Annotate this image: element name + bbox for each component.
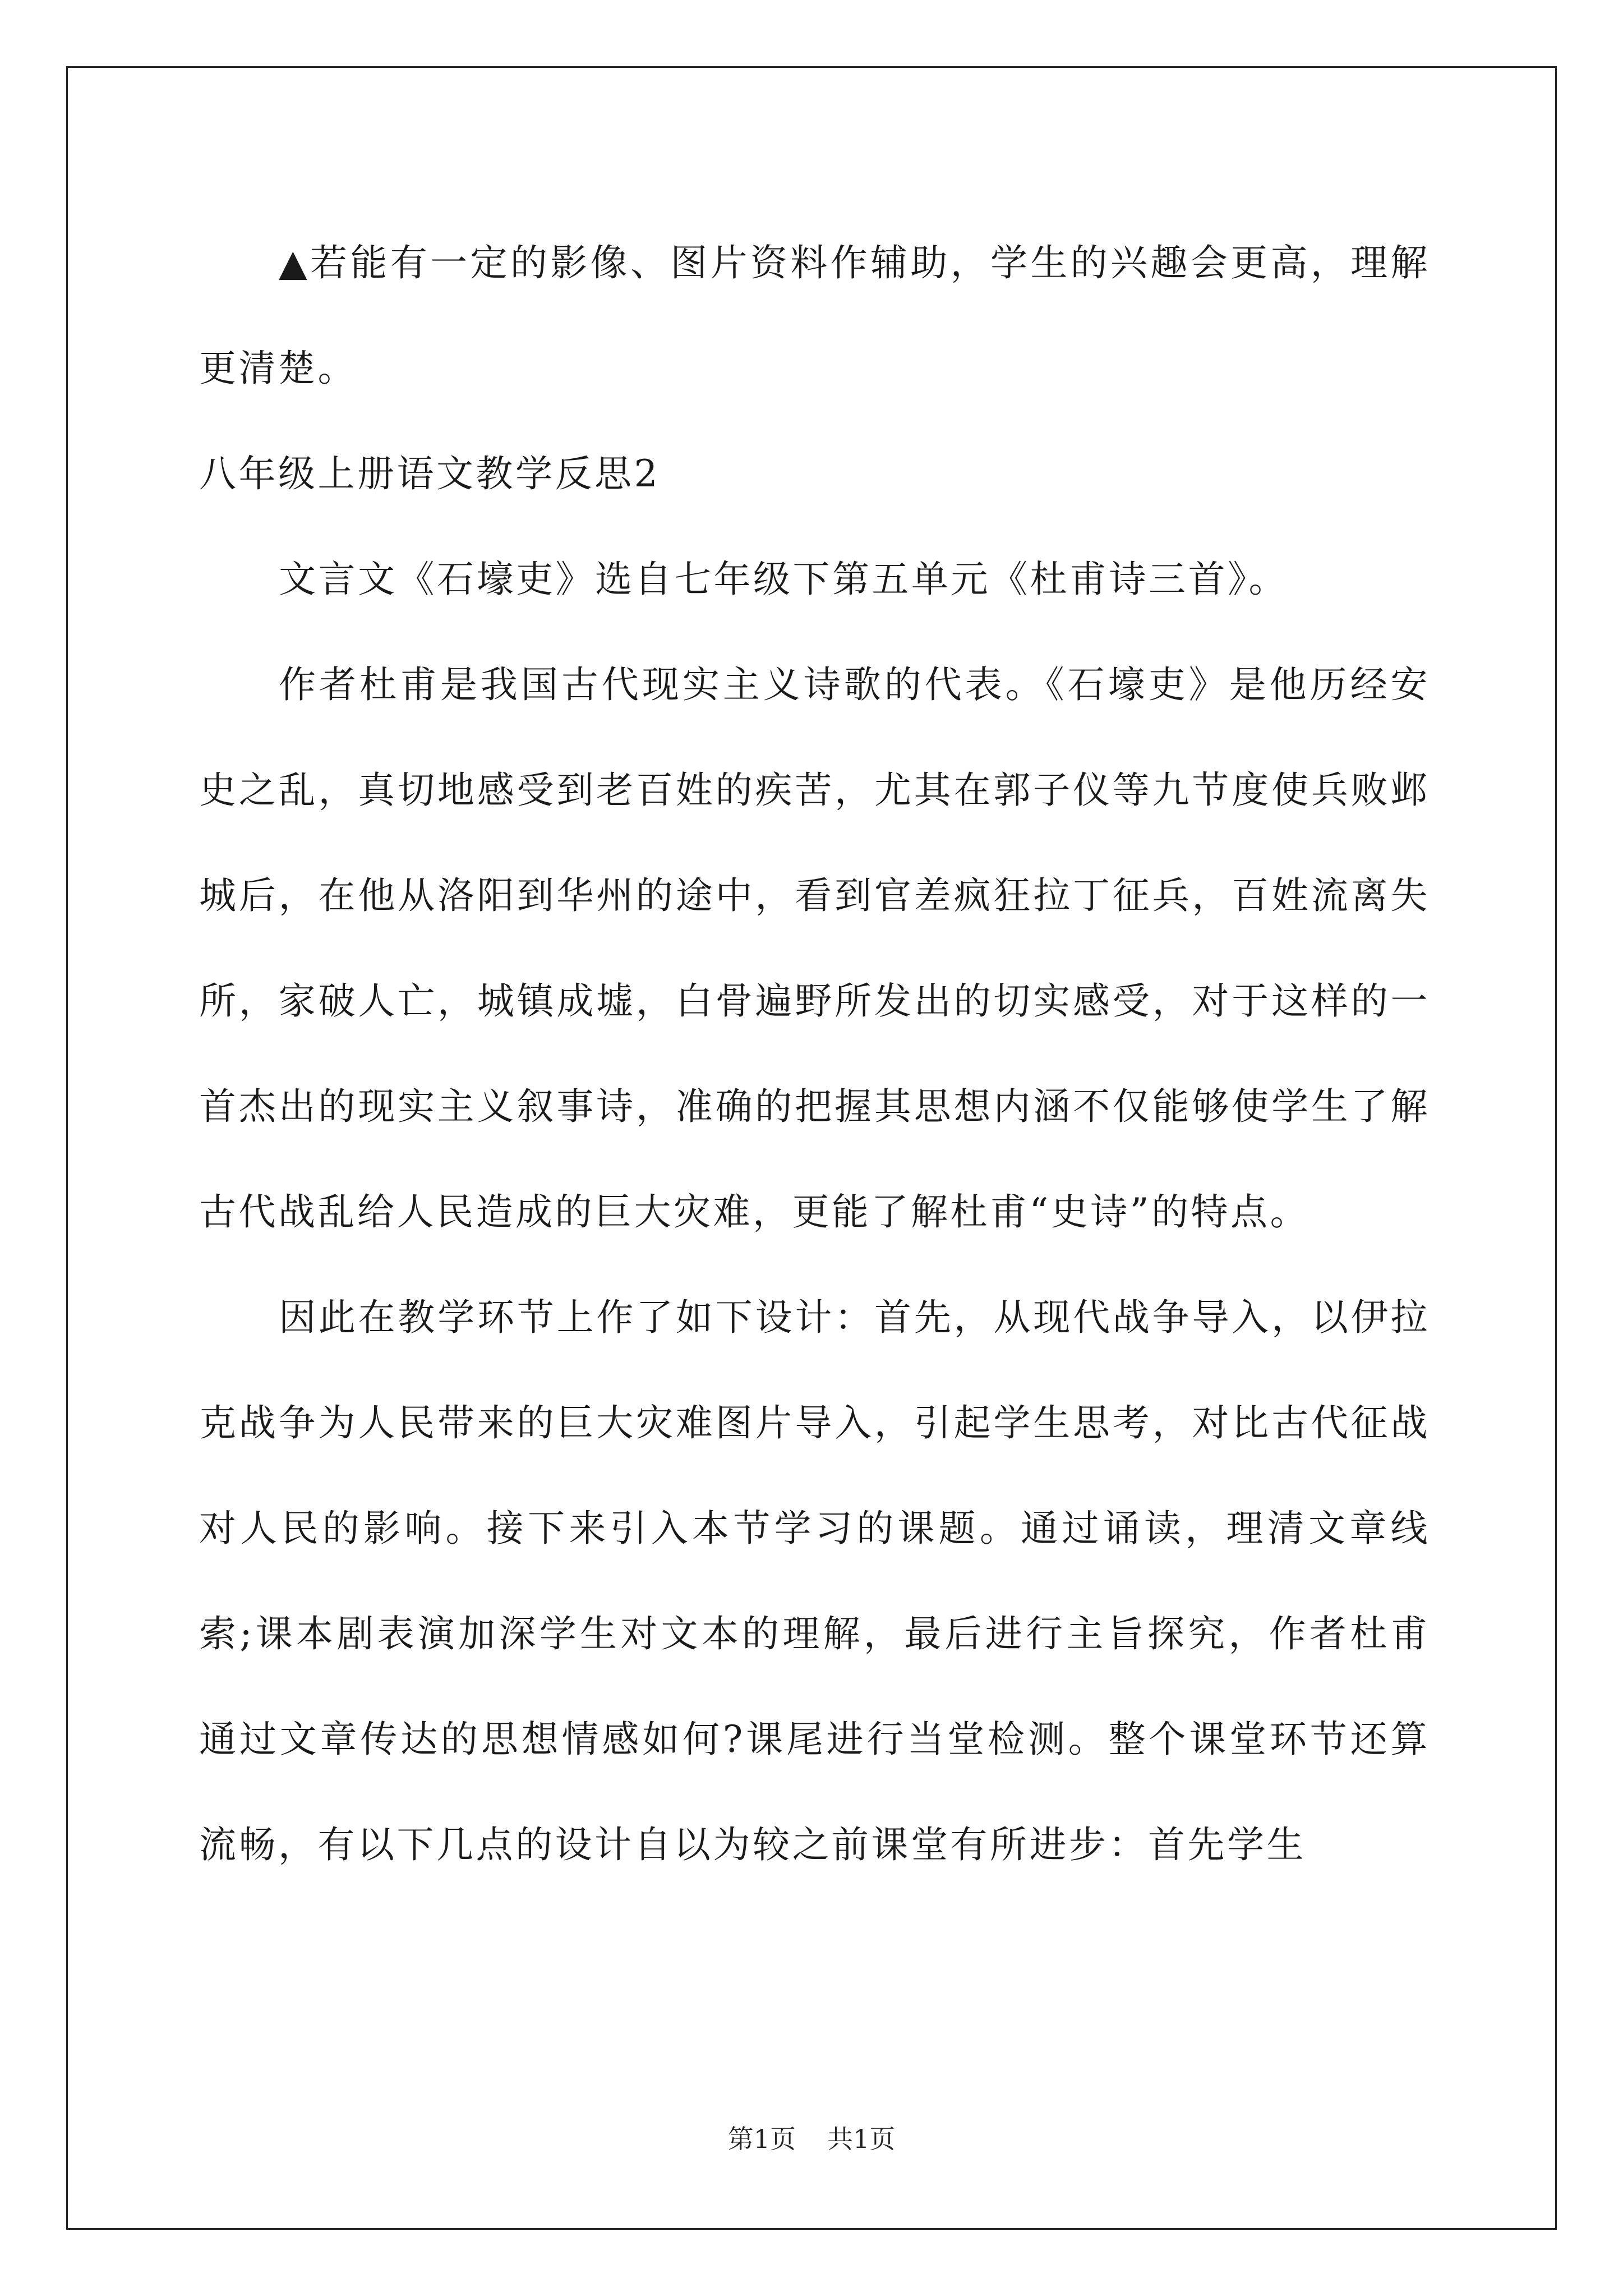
paragraph: ▲若能有一定的影像、图片资料作辅助，学生的兴趣会更高，理解更清楚。 — [199, 241, 1430, 390]
paragraph: 作者杜甫是我国古代现实主义诗歌的代表。《石壕吏》是他历经安史之乱，真切地感受到老百姓的疾苦，尤其在郭子仪等九节度使兵败邺城后，在他从洛阳到华州的途中，看到官差疯狂拉丁征兵，百姓流离失所，家破人亡，城镇成墟，白骨遍野所发出的切实感受，对于这样的一首杰出的现实主义叙事诗，准确的把握其思想内涵不仅能够使学生了解古代战乱给人民造成的巨大灾难，更能了解杜甫“史诗”的特点。 — [199, 663, 1430, 1234]
paragraph: 因此在教学环节上作了如下设计：首先，从现代战争导入，以伊拉克战争为人民带来的巨大灾难图片导入，引起学生思考，对比古代征战对人民的影响。接下来引入本节学习的课题。通过诵读，理清文章线索;课本剧表演加深学生对文本的理解，最后进行主旨探究，作者杜甫通过文章传达的思想情感如何?课尾进行当堂检测。整个课堂环节还算流畅，有以下几点的设计自以为较之前课堂有所进步：首先学生 — [199, 1296, 1430, 1866]
paragraph: 文言文《石壕吏》选自七年级下第五单元《杜甫诗三首》。 — [279, 558, 1288, 601]
page-total: 共1页 — [827, 2124, 896, 2154]
document-body — [199, 210, 1430, 1898]
page-footer — [0, 2122, 1623, 2156]
section-heading: 八年级上册语文教学反思2 — [199, 452, 660, 495]
page-number: 第1页 — [727, 2124, 796, 2154]
